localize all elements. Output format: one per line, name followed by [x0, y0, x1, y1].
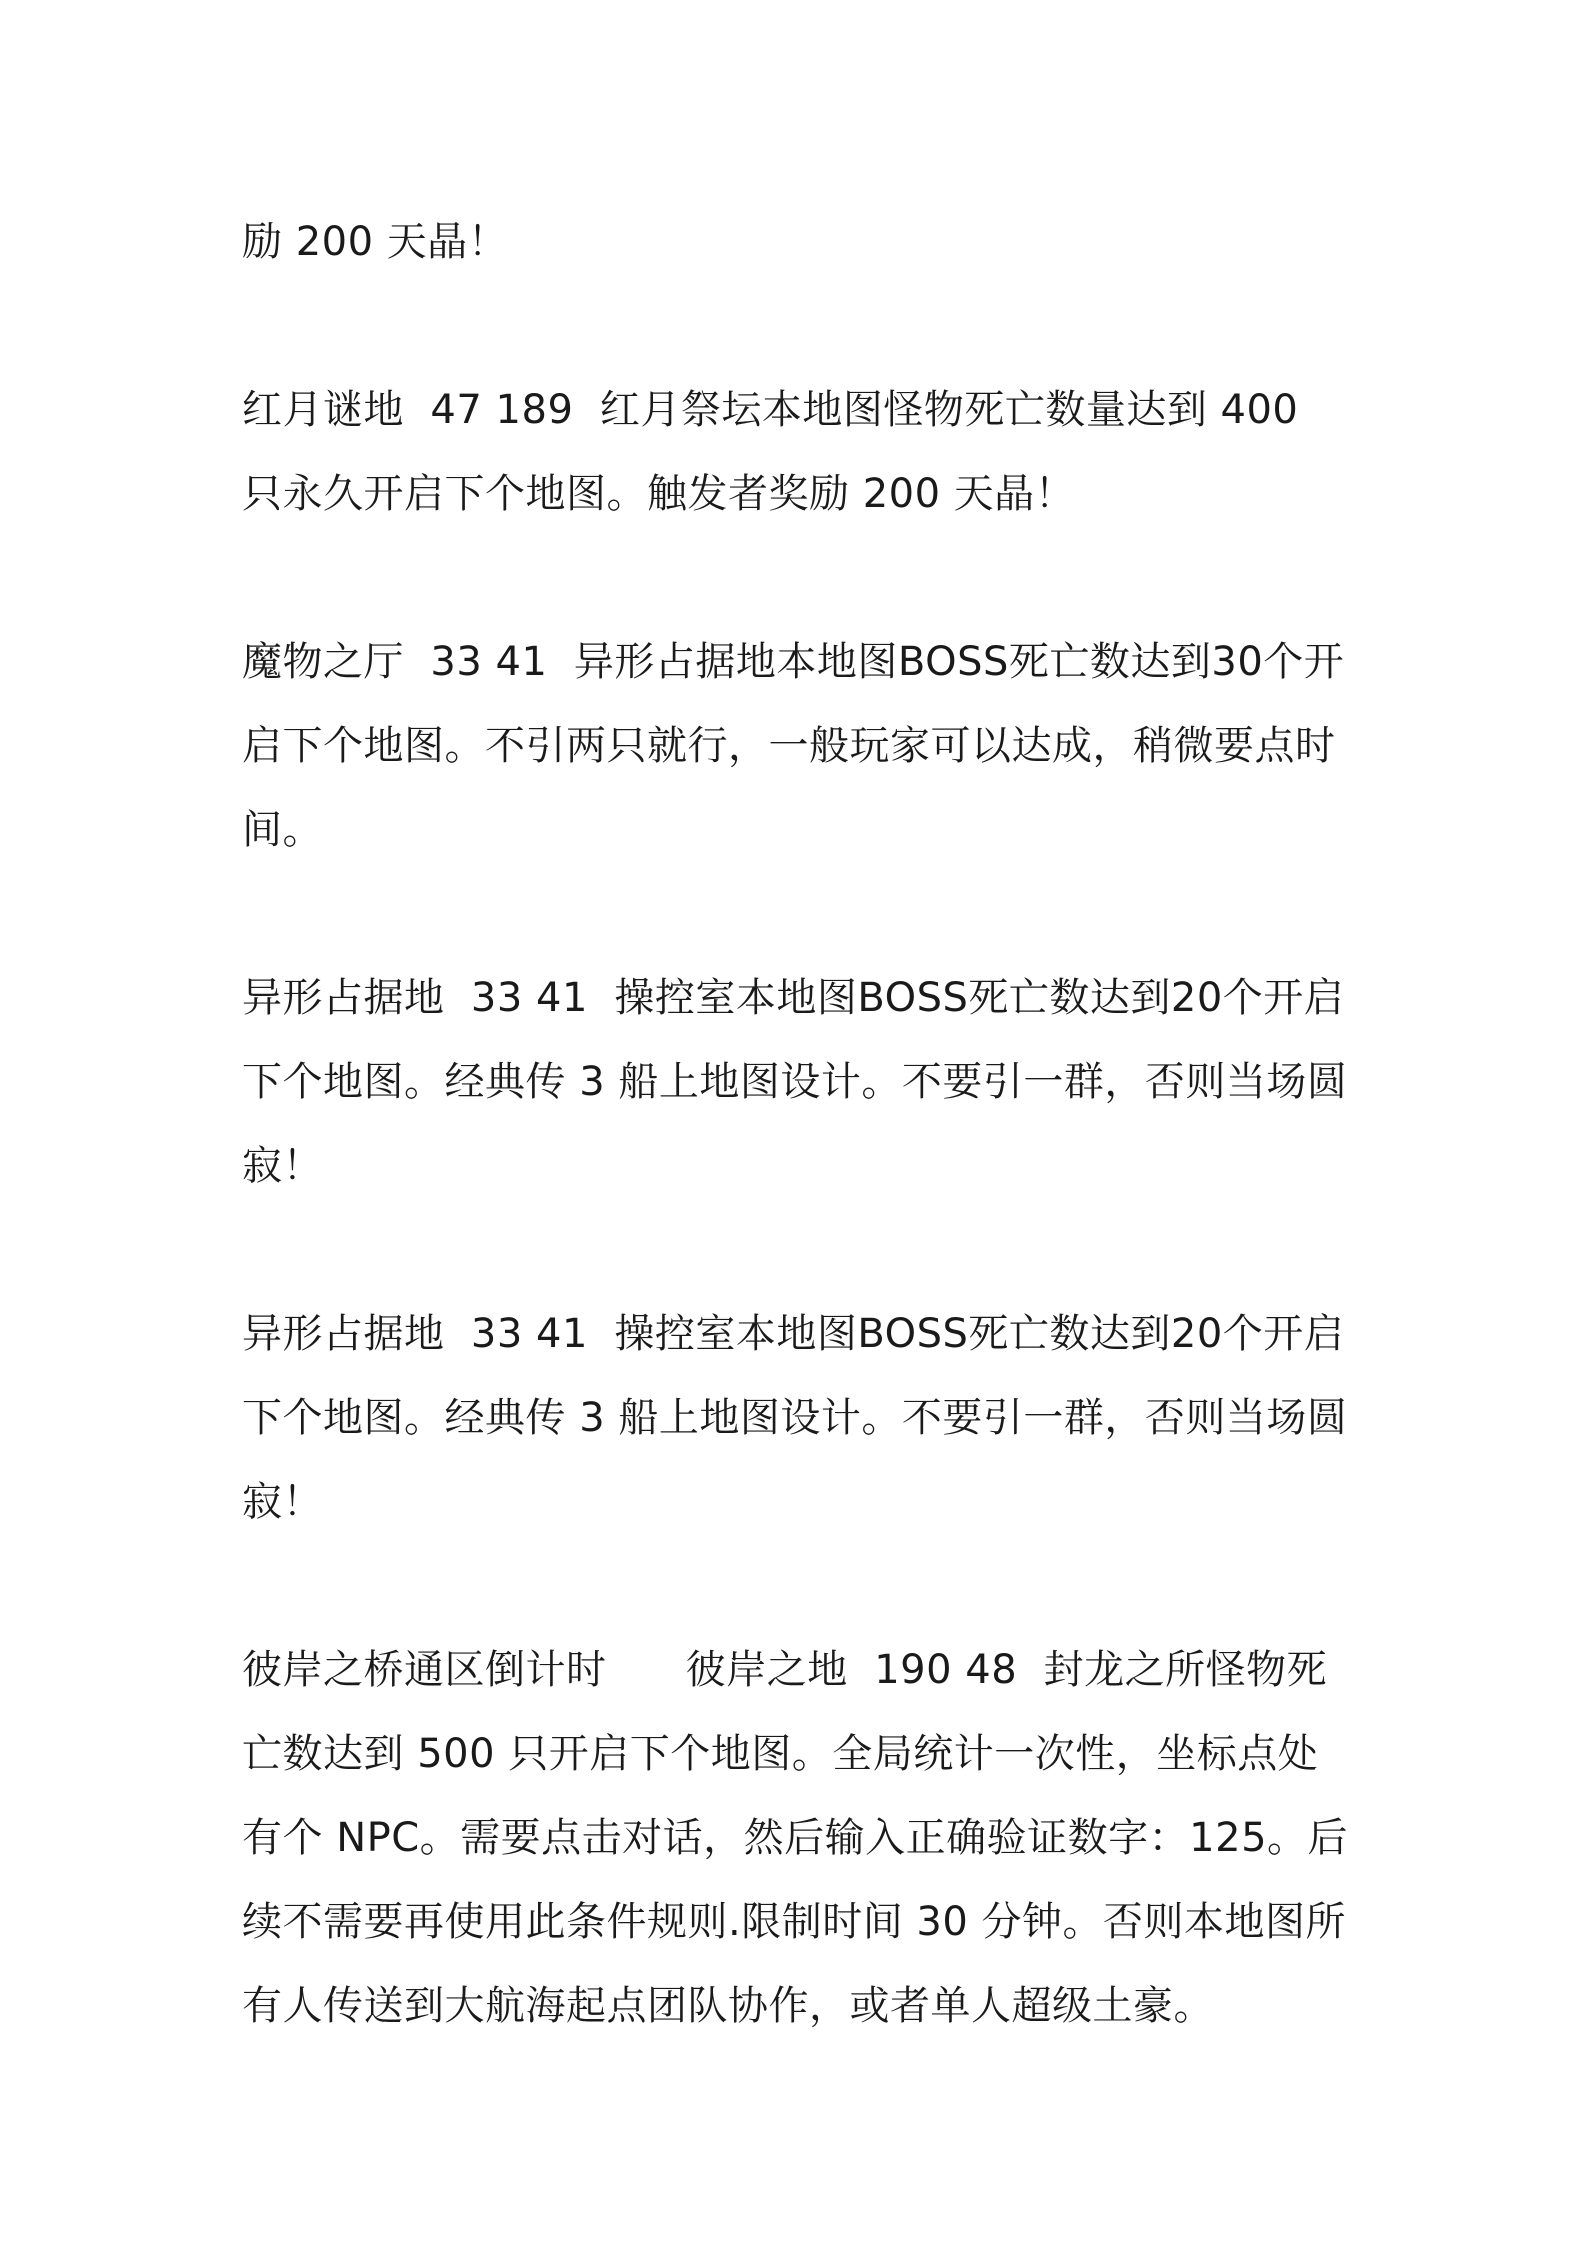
- document-body: [242, 200, 1352, 2048]
- paragraph-demon-hall: 魔物之厅 33 41 异形占据地本地图BOSS死亡数达到30个开启下个地图。不引两只就行，一般玩家可以达成，稍微要点时间。: [242, 639, 1345, 853]
- paragraph-reward-continuation: 励 200 天晶！: [242, 219, 509, 265]
- paragraph-other-shore-bridge: 彼岸之桥通区倒计时 彼岸之地 190 48 封龙之所怪物死亡数达到 500 只开启下个地图。全局统计一次性，坐标点处有个 NPC。需要点击对话，然后输入正确验证数字：125。后续不需要再使用此条件规则.限制时间 30 分钟。否则本地图所有人传送到大航海起点团队协作，或者单人超级土豪。: [242, 1647, 1349, 2029]
- paragraph-alien-occupied-land: 异形占据地 33 41 操控室本地图BOSS死亡数达到20个开启下个地图。经典传 3 船上地图设计。不要引一群，否则当场圆寂！: [242, 975, 1348, 1189]
- paragraph-red-moon-map: 红月谜地 47 189 红月祭坛本地图怪物死亡数量达到 400 只永久开启下个地图。触发者奖励 200 天晶！: [242, 387, 1312, 517]
- paragraph-alien-occupied-land-repeat: 异形占据地 33 41 操控室本地图BOSS死亡数达到20个开启下个地图。经典传 3 船上地图设计。不要引一群，否则当场圆寂！: [242, 1311, 1348, 1525]
